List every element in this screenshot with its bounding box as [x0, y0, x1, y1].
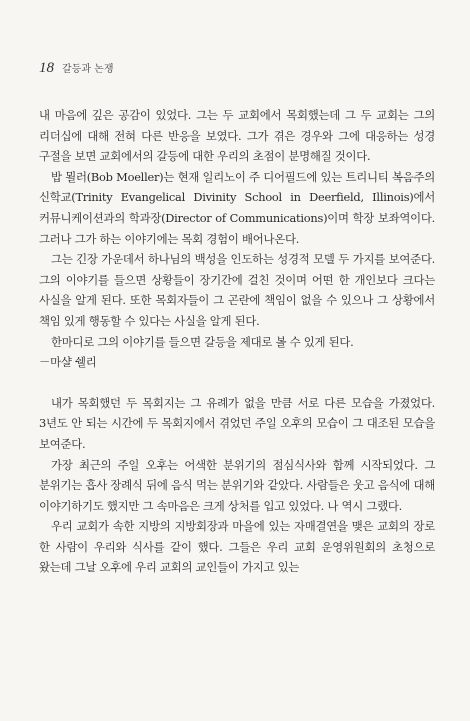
page-number: 18: [39, 60, 54, 76]
running-head: [39, 60, 113, 80]
main-paragraph: 내가 목회했던 두 목회지는 그 유례가 없을 만큼 서로 다른 모습을 가졌었다. 3년도 안 되는 시간에 두 목회지에서 겪었던 주일 오후의 모습이 그 대조된 모습을 보여준다.: [39, 395, 435, 451]
body-text: [39, 105, 435, 578]
quote-signature: －마샬 쉘리: [39, 355, 97, 370]
quote-paragraph: 내 마음에 깊은 공감이 있었다. 그는 두 교회에서 목회했는데 그 두 교회는 그의 리더십에 대해 전혀 다른 반응을 보였다. 그가 겪은 경우와 그에 대응하는 성경 구절을 보면 교회에서의 갈등에 대한 우리의 초점이 분명해질 것이다.: [39, 108, 435, 164]
main-paragraph: 우리 교회가 속한 지방의 지방회장과 마을에 있는 자매결연을 맺은 교회의 장로 한 사람이 우리와 식사를 같이 했다. 그들은 우리 교회 운영위원회의 초청으로 왔는데 그날 오후에 우리 교회의 교인들이 가지고 있는: [39, 519, 435, 575]
quote-paragraph: 그는 긴장 가운데서 하나님의 백성을 인도하는 성경적 모델 두 가지를 보여준다. 그의 이야기를 들으면 상황들이 장기간에 걸친 것이며 어떤 한 개인보다 크다는 사실을 알게 된다. 또한 목회자들이 그 곤란에 책임이 없을 수 있으나 그 상황에서 책임 있게 행동할 수 있다는 사실을 알게 된다.: [39, 252, 435, 328]
quote-paragraph: 밥 묄러(Bob Moeller)는 현재 일리노이 주 디어필드에 있는 트리니티 복음주의 신학교(Trinity Evangelical Divinity School in Deerfield, Illinois)에서 커뮤니케이션과의 학과장(Director of Communications)이며 학장 보좌역이다. 그러나 그가 하는 이야기에는 목회 경험이 배어나온다.: [39, 169, 435, 246]
main-paragraph: 가장 최근의 주일 오후는 어색한 분위기의 점심식사와 함께 시작되었다. 그 분위기는 흡사 장례식 뒤에 음식 먹는 분위기와 같았다. 사람들은 웃고 음식에 대해 이야기하기도 했지만 그 속마음은 크게 상처를 입고 있었다. 나 역시 그랬다.: [39, 457, 435, 513]
section-gap: [39, 373, 435, 393]
chapter-title: 갈등과 논쟁: [62, 64, 114, 75]
quote-paragraph: 한마디로 그의 이야기를 들으면 갈등을 제대로 볼 수 있게 된다.: [51, 334, 354, 349]
